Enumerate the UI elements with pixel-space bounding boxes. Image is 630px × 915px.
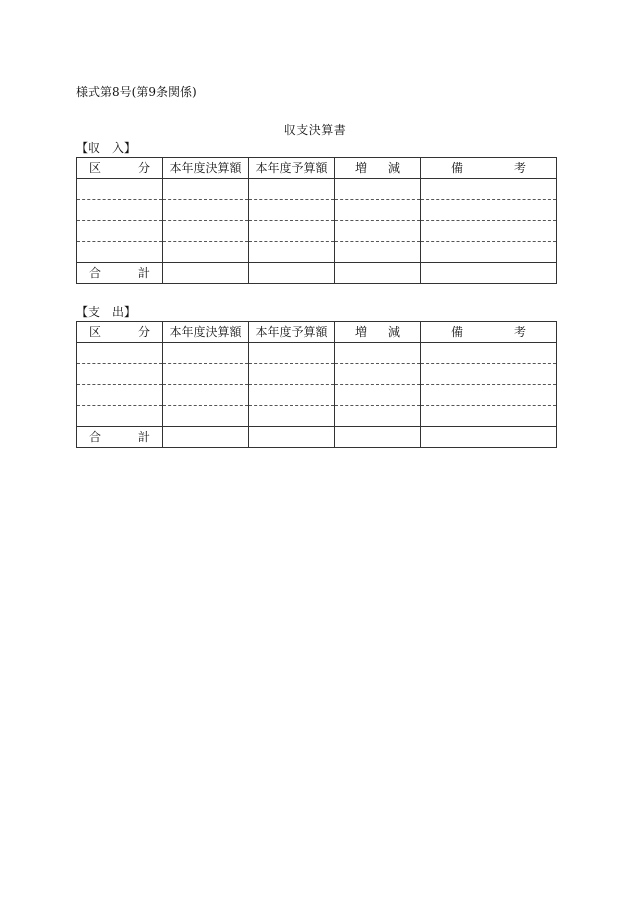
expense-section-title: 【支 出】 [76, 305, 137, 319]
cell[interactable] [249, 385, 335, 406]
form-number: 様式第8号(第9条関係) [76, 85, 197, 99]
cell[interactable] [249, 221, 335, 242]
header-change: 増 減 [335, 158, 421, 179]
cell[interactable] [421, 263, 557, 284]
header-remarks: 備 考 [421, 158, 557, 179]
cell[interactable] [335, 364, 421, 385]
expense-table [76, 321, 557, 448]
cell[interactable] [421, 343, 557, 364]
cell[interactable] [421, 427, 557, 448]
cell[interactable] [421, 406, 557, 427]
table-row [77, 364, 557, 385]
total-label: 合 計 [77, 263, 163, 284]
header-remarks: 備 考 [421, 322, 557, 343]
cell[interactable] [249, 343, 335, 364]
cell[interactable] [421, 179, 557, 200]
cell[interactable] [163, 364, 249, 385]
cell[interactable] [335, 263, 421, 284]
cell[interactable] [77, 221, 163, 242]
table-row [77, 179, 557, 200]
cell[interactable] [163, 200, 249, 221]
cell[interactable] [249, 242, 335, 263]
cell[interactable] [77, 200, 163, 221]
cell[interactable] [77, 364, 163, 385]
cell[interactable] [335, 179, 421, 200]
table-row [77, 242, 557, 263]
income-section-title: 【収 入】 [76, 141, 137, 155]
cell[interactable] [335, 406, 421, 427]
cell[interactable] [249, 427, 335, 448]
cell[interactable] [421, 200, 557, 221]
cell[interactable] [421, 221, 557, 242]
table-row [77, 406, 557, 427]
cell[interactable] [163, 385, 249, 406]
header-category: 区 分 [77, 322, 163, 343]
cell[interactable] [335, 343, 421, 364]
income-table [76, 157, 557, 284]
cell[interactable] [163, 179, 249, 200]
table-row [77, 385, 557, 406]
cell[interactable] [77, 242, 163, 263]
cell[interactable] [249, 406, 335, 427]
cell[interactable] [335, 221, 421, 242]
cell[interactable] [249, 263, 335, 284]
cell[interactable] [421, 364, 557, 385]
cell[interactable] [335, 427, 421, 448]
cell[interactable] [77, 385, 163, 406]
header-current-budget: 本年度予算額 [249, 158, 335, 179]
table-row [77, 343, 557, 364]
document-title: 収支決算書 [283, 123, 347, 137]
header-current-settlement: 本年度決算額 [163, 158, 249, 179]
header-current-settlement: 本年度決算額 [163, 322, 249, 343]
cell[interactable] [77, 179, 163, 200]
expense-total-row [77, 427, 557, 448]
cell[interactable] [77, 343, 163, 364]
income-header-row [77, 158, 557, 179]
header-current-budget: 本年度予算額 [249, 322, 335, 343]
cell[interactable] [163, 427, 249, 448]
cell[interactable] [335, 200, 421, 221]
cell[interactable] [163, 221, 249, 242]
cell[interactable] [335, 242, 421, 263]
cell[interactable] [249, 364, 335, 385]
cell[interactable] [421, 385, 557, 406]
table-row [77, 221, 557, 242]
table-row [77, 200, 557, 221]
cell[interactable] [163, 343, 249, 364]
income-total-row [77, 263, 557, 284]
cell[interactable] [163, 406, 249, 427]
cell[interactable] [335, 385, 421, 406]
total-label: 合 計 [77, 427, 163, 448]
header-category: 区 分 [77, 158, 163, 179]
header-change: 増 減 [335, 322, 421, 343]
cell[interactable] [163, 242, 249, 263]
cell[interactable] [77, 406, 163, 427]
cell[interactable] [249, 179, 335, 200]
cell[interactable] [249, 200, 335, 221]
expense-header-row [77, 322, 557, 343]
cell[interactable] [421, 242, 557, 263]
cell[interactable] [163, 263, 249, 284]
